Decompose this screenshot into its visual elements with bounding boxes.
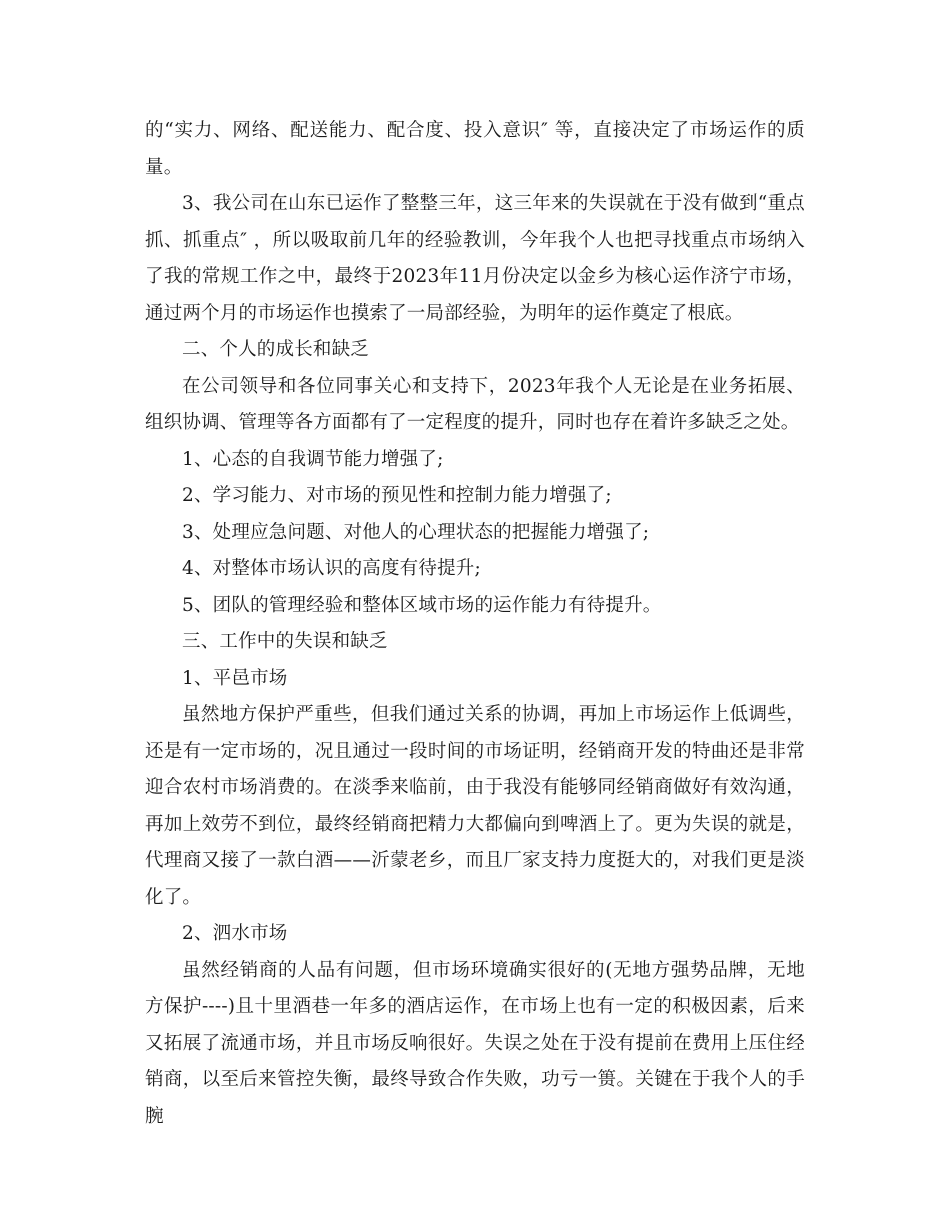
list-item-2: 2、学习能力、对市场的预见性和控制力能力增强了; — [182, 485, 612, 506]
subheading-pingyi: 1、平邑市场 — [182, 667, 288, 689]
document-body — [145, 113, 805, 1135]
list-item-3: 3、处理应急问题、对他人的心理状态的把握能力增强了; — [182, 521, 650, 543]
section-heading-3: 三、工作中的失误和缺乏 — [182, 631, 388, 652]
subheading-sishui: 2、泗水市场 — [182, 923, 288, 944]
list-item-1: 1、心态的自我调节能力增强了; — [182, 448, 444, 470]
paragraph-pingyi: 虽然地方保护严重些，但我们通过关系的协调，再加上市场运作上低调些，还是有一定市场的，况且通过一段时间的市场证明，经销商开发的特曲还是非常迎合农村市场消费的。在淡季来临前，由于我没有能够同经销商做好有效沟通，再加上效劳不到位，最终经销商把精力大都偏向到啤酒上了。更为失误的就是，代理商又接了一款白酒——沂蒙老乡，而且厂家支持力度挺大的，对我们更是淡化了。 — [145, 704, 805, 908]
paragraph-sishui: 虽然经销商的人品有问题，但市场环境确实很好的(无地方强势品牌，无地方保护----)且十里酒巷一年多的酒店运作，在市场上也有一定的积极因素，后来又拓展了流通市场，并且市场反响很好。失误之处在于没有提前在费用上压住经销商，以至后来管控失衡，最终导致合作失败，功亏一篑。关键在于我个人的手腕 — [145, 959, 805, 1127]
paragraph-1: 的“实力、网络、配送能力、配合度、投入意识″ 等，直接决定了市场运作的质量。 — [145, 120, 805, 178]
list-item-4: 4、对整体市场认识的高度有待提升; — [182, 558, 481, 579]
paragraph-2: 3、我公司在山东已运作了整整三年，这三年来的失误就在于没有做到“重点抓、抓重点″ ，所以吸取前几年的经验教训，今年我个人也把寻找重点市场纳入了我的常规工作之中，最终于2023年11月份决定以金乡为核心运作济宁市场，通过两个月的市场运作也摸索了一局部经验，为明年的运作奠定了根底。 — [145, 193, 805, 324]
list-item-5: 5、团队的管理经验和整体区域市场的运作能力有待提升。 — [182, 594, 662, 616]
paragraph-4: 在公司领导和各位同事关心和支持下，2023年我个人无论是在业务拓展、组织协调、管理等各方面都有了一定程度的提升，同时也存在着许多缺乏之处。 — [145, 375, 805, 433]
section-heading-2: 二、个人的成长和缺乏 — [182, 339, 370, 360]
